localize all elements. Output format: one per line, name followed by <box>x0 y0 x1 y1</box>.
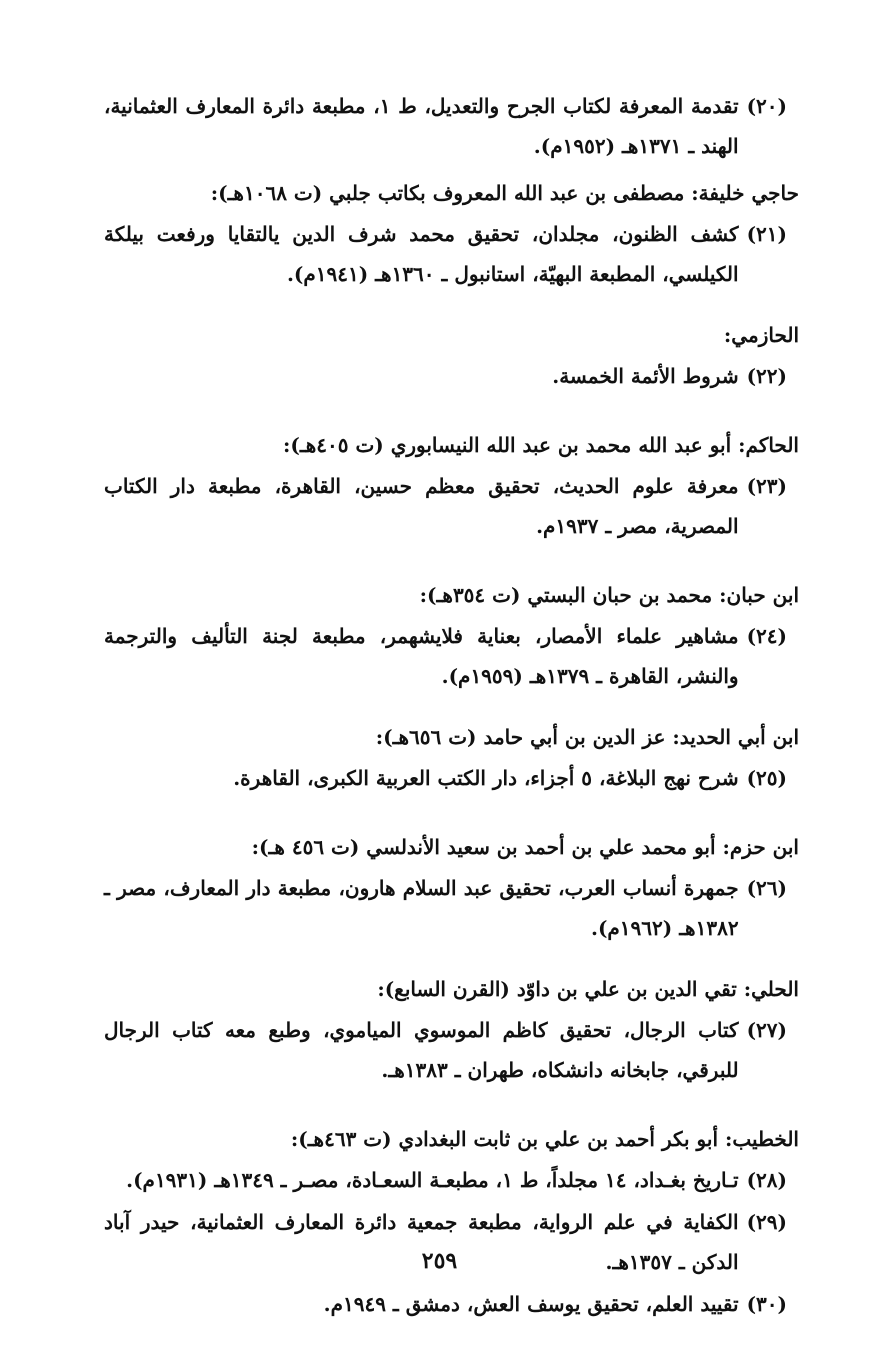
entry-number: (٣٠) <box>746 1292 787 1316</box>
entry-27 <box>104 1010 799 1090</box>
entry-text: كتاب الرجال، تحقيق كاظم الموسوي المياموي، وطبع معه كتاب الرجال للبرقي، جابخانه دانشكاه، طهران ـ ١٣٨٣هـ. <box>104 1018 739 1082</box>
entry-text: جمهرة أنساب العرب، تحقيق عبد السلام هارون، مطبعة دار المعارف، مصر ـ ١٣٨٢هـ (١٩٦٢م). <box>104 876 739 940</box>
author-heading-ibn-abi-al-hadid: ابن أبي الحديد: عز الدين بن أبي حامد (ت ٦٥٦هـ): <box>375 725 799 749</box>
entry-number: (٢٨) <box>746 1168 787 1192</box>
entry-24 <box>104 616 799 696</box>
entry-number: (٢٦) <box>746 876 787 900</box>
entry-text: شروط الأئمة الخمسة. <box>552 364 739 388</box>
entry-number: (٢٢) <box>746 364 787 388</box>
entry-26 <box>104 868 799 948</box>
author-heading-hilli: الحلي: تقي الدين بن علي بن داوّد (القرن السابع): <box>377 977 799 1001</box>
entry-text: تقدمة المعرفة لكتاب الجرح والتعديل، ط ١، مطبعة دائرة المعارف العثمانية، الهند ـ ١٣٧١هـ (١٩٥٢م). <box>104 94 739 158</box>
entry-text: كشف الظنون، مجلدان، تحقيق محمد شرف الدين يالتقايا ورفعت بيلكة الكيلسي، المطبعة البهيّة، استانبول ـ ١٣٦٠هـ (١٩٤١م). <box>104 222 739 286</box>
entry-number: (٢٣) <box>746 474 787 498</box>
entry-25 <box>104 758 799 798</box>
entry-21 <box>104 214 799 294</box>
author-heading-ibn-hazm: ابن حزم: أبو محمد علي بن أحمد بن سعيد الأندلسي (ت ٤٥٦ هـ): <box>251 835 799 859</box>
author-heading-khatib: الخطيب: أبو بكر أحمد بن علي بن ثابت البغدادي (ت ٤٦٣هـ): <box>290 1127 799 1151</box>
entry-number: (٢٧) <box>746 1018 787 1042</box>
entry-22 <box>104 356 799 396</box>
entry-text: شرح نهج البلاغة، ٥ أجزاء، دار الكتب العربية الكبرى، القاهرة. <box>233 766 739 790</box>
entry-23 <box>104 466 799 546</box>
entry-text: مشاهير علماء الأمصار، بعناية فلايشهمر، مطبعة لجنة التأليف والترجمة والنشر، القاهرة ـ ١٣٧٩هـ (١٩٥٩م). <box>104 624 739 688</box>
author-heading-haji-khalifa: حاجي خليفة: مصطفى بن عبد الله المعروف بكاتب جلبي (ت ١٠٦٨هـ): <box>210 181 799 205</box>
bibliography-page <box>104 86 799 1326</box>
entry-text: تـاريخ بغـداد، ١٤ مجلداً، ط ١، مطبعـة السعـادة، مصـر ـ ١٣٤٩هـ (١٩٣١م). <box>126 1168 739 1192</box>
entry-text: تقييد العلم، تحقيق يوسف العش، دمشق ـ ١٩٤٩م. <box>323 1292 739 1316</box>
entry-number: (٢٩) <box>746 1210 787 1234</box>
entry-number: (٢٥) <box>746 766 787 790</box>
entry-20 <box>104 86 799 166</box>
author-heading-hazimi: الحازمي: <box>723 323 799 347</box>
entry-text: معرفة علوم الحديث، تحقيق معظم حسين، القاهرة، مطبعة دار الكتاب المصرية، مصر ـ ١٩٣٧م. <box>104 474 739 538</box>
entry-number: (٢٤) <box>746 624 787 648</box>
entry-30 <box>104 1284 799 1324</box>
entry-28 <box>104 1160 799 1200</box>
entry-number: (٢١) <box>746 222 787 246</box>
entry-text: الكفاية في علم الرواية، مطبعة جمعية دائرة المعارف العثمانية، حيدر آباد الدكن ـ ١٣٥٧هـ. <box>104 1210 739 1274</box>
page-number: ٢٥٩ <box>421 1248 458 1274</box>
entry-number: (٢٠) <box>746 94 787 118</box>
author-heading-hakim: الحاكم: أبو عبد الله محمد بن عبد الله النيسابوري (ت ٤٠٥هـ): <box>282 433 799 457</box>
author-heading-ibn-hibban: ابن حبان: محمد بن حبان البستي (ت ٣٥٤هـ): <box>419 583 799 607</box>
